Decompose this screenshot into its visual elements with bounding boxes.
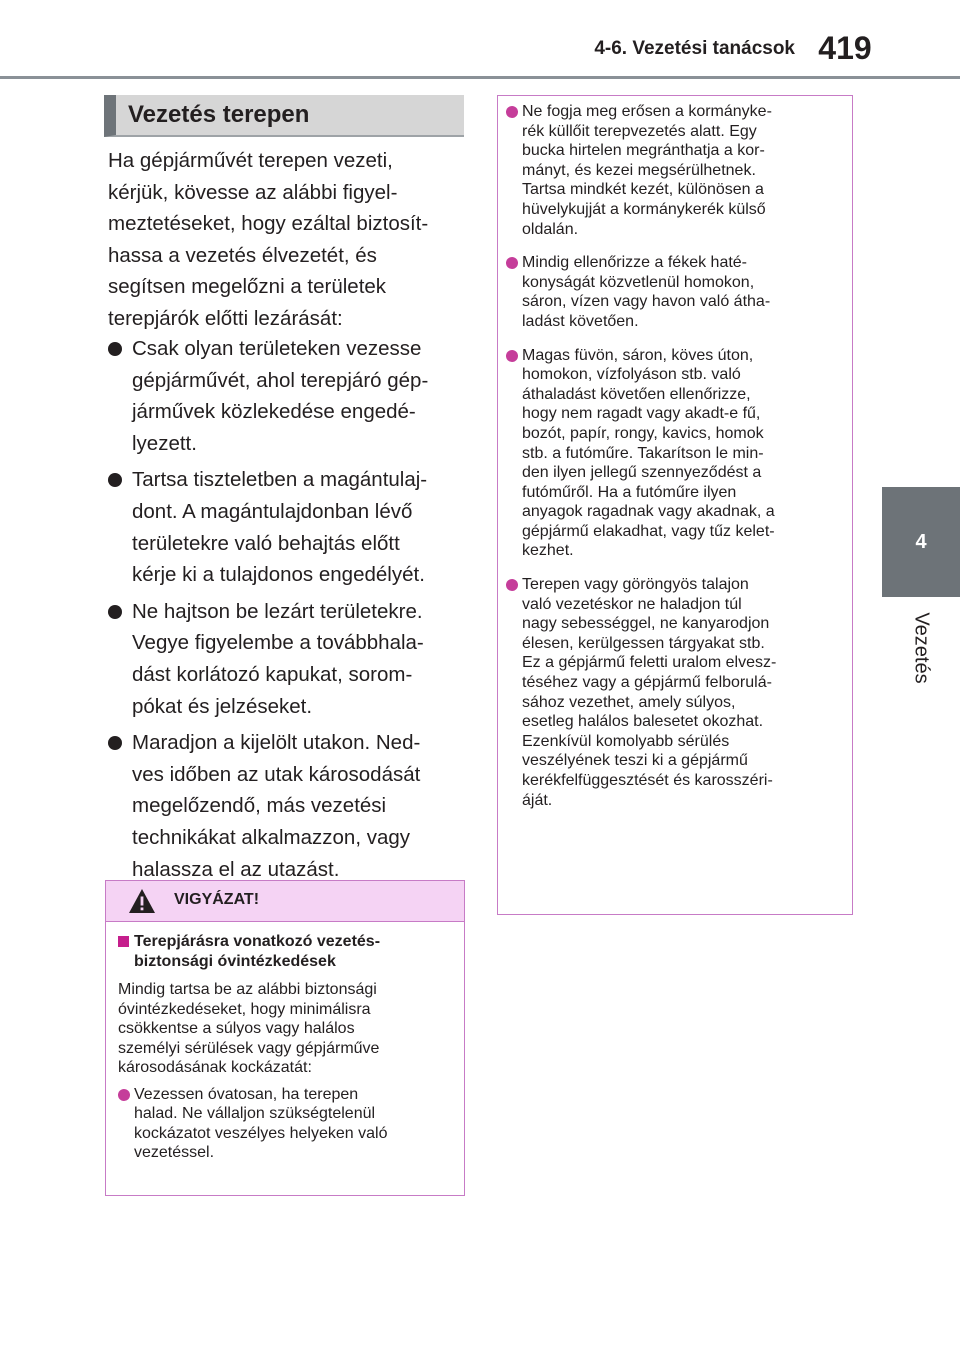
list-item-line: technikákat alkalmazzon, vagy [132, 825, 411, 849]
list-item-line: járművek közlekedése engedé- [132, 400, 416, 424]
item-line: rék küllőit terepvezetés alatt. Egy [522, 122, 757, 140]
list-item-line: dást korlátozó kapukat, sorom- [132, 662, 413, 686]
warning-bullet-line: vezetéssel. [134, 1144, 215, 1161]
item-line: homokon, vízfolyáson stb. való [522, 366, 741, 384]
item-line: mányt, és kezei megsérülhetnek. [522, 161, 756, 179]
item-line: kerékfelfüggesztését és karosszéri- [522, 772, 773, 789]
item-line: áját. [522, 791, 553, 809]
item-line: anyagok ragadnak vagy akadnak, a [522, 503, 775, 521]
warning-continued-item [506, 102, 842, 239]
item-line: kezhet. [522, 542, 574, 560]
item-line: sához vezethet, amely súlyos, [522, 693, 736, 711]
intro-line: hassa a vezetés élvezetét, és [108, 243, 377, 267]
item-line: hüvelykujját a kormánykerék külső [522, 200, 766, 218]
warning-continued-item [506, 253, 842, 331]
item-line: áthaladást követően ellenőrizze, [522, 385, 751, 403]
list-item-line: dont. A magántulajdonban lévő [132, 499, 413, 523]
intro-paragraph [108, 145, 468, 335]
list-item-line: Csak olyan területeken vezesse [132, 337, 422, 360]
list-item-line: pókat és jelzéseket. [132, 694, 313, 718]
item-line: gépjármű elakadhat, vagy tűz kelet- [522, 522, 775, 540]
item-line: Terepen vagy göröngyös talajon [522, 576, 749, 594]
warning-title: VIGYÁZAT! [174, 891, 260, 908]
list-item-line: lyezett. [132, 431, 197, 455]
square-bullet-icon [118, 936, 129, 947]
warning-paragraph-line: Mindig tartsa be az alábbi biztonsági [118, 981, 377, 998]
list-item [108, 464, 468, 590]
item-line: élesen, kerülgessen tárgyakat stb. [522, 634, 765, 652]
section-heading: Vezetés terepen [104, 95, 464, 137]
list-item-line: gépjárművét, ahol terepjáró gép- [132, 368, 429, 392]
rules-list [108, 333, 468, 890]
page-number: 419 [818, 30, 872, 66]
warning-bullet-line: halad. Ne vállaljon szükségtelenül [134, 1105, 376, 1122]
warning-paragraph-line: károsodásának kockázatát: [118, 1059, 312, 1076]
list-item-line: Vegye figyelembe a továbbhala- [132, 631, 424, 655]
bullet-dot-icon [108, 342, 122, 356]
list-item [108, 727, 468, 885]
warning-subheading-line: Terepjárásra vonatkozó vezetés- [134, 933, 381, 950]
chapter-label: Vezetés [910, 612, 933, 684]
warning-triangle-icon [128, 888, 156, 914]
item-line: bozót, papír, rongy, kavics, homok [522, 424, 764, 442]
item-line: konyságát közvetlenül homokon, [522, 273, 755, 291]
item-line: Tartsa mindkét kezét, különösen a [522, 181, 764, 199]
warning-paragraph-line: személyi sérülések vagy gépjárműve [118, 1039, 380, 1057]
item-line: Magas füvön, sáron, köves úton, [522, 346, 754, 364]
list-item-line: Tartsa tiszteletben a magántulaj- [132, 468, 428, 492]
item-line: ladást követően. [522, 312, 639, 330]
item-line: futóműről. Ha a futóműre ilyen [522, 483, 737, 501]
warning-bullet [118, 1085, 446, 1163]
warning-continued-item [506, 575, 842, 810]
list-item-line: Ne hajtson be lezárt területekre. [132, 599, 423, 623]
item-line: den ilyen jellegű szennyeződést a [522, 464, 762, 482]
pink-bullet-icon [506, 106, 518, 118]
warning-box [105, 880, 465, 1196]
header-section-title: 4-6. Vezetési tanácsok [594, 38, 795, 59]
list-item [108, 596, 468, 722]
list-item [108, 333, 468, 459]
chapter-tab [882, 487, 960, 597]
item-line: sáron, vízen vagy havon való átha- [522, 293, 771, 311]
list-item-line: Maradjon a kijelölt utakon. Ned- [132, 731, 421, 755]
item-line: veszélyének teszi ki a gépjármű [522, 752, 748, 770]
warning-paragraph-line: csökkentse a súlyos vagy halálos [118, 1020, 355, 1037]
bullet-dot-icon [108, 473, 122, 487]
bullet-dot-icon [108, 736, 122, 750]
intro-line: terepjárók előtti lezárását: [108, 306, 343, 330]
list-item-line: megelőzendő, más vezetési [132, 794, 387, 818]
item-line: téséhez vagy a gépjármű felborulá- [522, 674, 772, 692]
item-line: Ezenkívül komolyabb sérülés [522, 732, 730, 750]
pink-bullet-icon [506, 350, 518, 362]
item-line: stb. a futóműre. Takarítson le min- [522, 444, 764, 462]
warning-paragraph [118, 980, 446, 1078]
warning-subheading [118, 932, 446, 972]
list-item-line: területekre való behajtás előtt [132, 531, 400, 555]
intro-line: Ha gépjárművét terepen vezeti, [108, 149, 393, 172]
warning-body [106, 922, 464, 1163]
item-line: Mindig ellenőrizze a fékek haté- [522, 254, 748, 272]
item-line: esetleg halálos balesetet okozhat. [522, 713, 764, 731]
warning-subheading-line: biztonsági óvintézkedések [134, 953, 336, 970]
warning-header [106, 881, 464, 922]
list-item-line: halassza el az utazást. [132, 857, 340, 881]
list-item-line: ves időben az utak károsodását [132, 762, 421, 786]
item-line: hogy nem ragadt vagy akadt-e fű, [522, 405, 761, 423]
item-line: oldalán. [522, 220, 579, 238]
chapter-number: 4 [915, 530, 927, 553]
item-line: Ez a gépjármű feletti uralom elvesz- [522, 654, 777, 672]
pink-bullet-icon [506, 257, 518, 269]
intro-line: kérjük, kövesse az alábbi figyel- [108, 180, 398, 204]
intro-line: meztetéseket, hogy ezáltal biztosít- [108, 212, 429, 236]
warning-bullet-line: kockázatot veszélyes helyeken való [134, 1124, 388, 1142]
list-item-line: kérje ki a tulajdonos engedélyét. [132, 563, 425, 587]
warning-continued-box [497, 95, 853, 915]
warning-continued-item [506, 346, 842, 562]
pink-bullet-icon [506, 579, 518, 591]
warning-paragraph-line: óvintézkedéseket, hogy minimálisra [118, 1000, 371, 1018]
item-line: való vezetéskor ne haladjon túl [522, 595, 742, 613]
bullet-dot-icon [108, 605, 122, 619]
item-line: bucka hirtelen megránthatja a kor- [522, 142, 765, 160]
intro-line: segítsen megelőzni a területek [108, 275, 387, 299]
header-divider [0, 76, 960, 79]
pink-bullet-icon [118, 1089, 130, 1101]
item-line: Ne fogja meg erősen a kormányke- [522, 103, 772, 120]
warning-bullet-line: Vezessen óvatosan, ha terepen [134, 1085, 359, 1103]
item-line: nagy sebességgel, ne kanyarodjon [522, 615, 770, 633]
